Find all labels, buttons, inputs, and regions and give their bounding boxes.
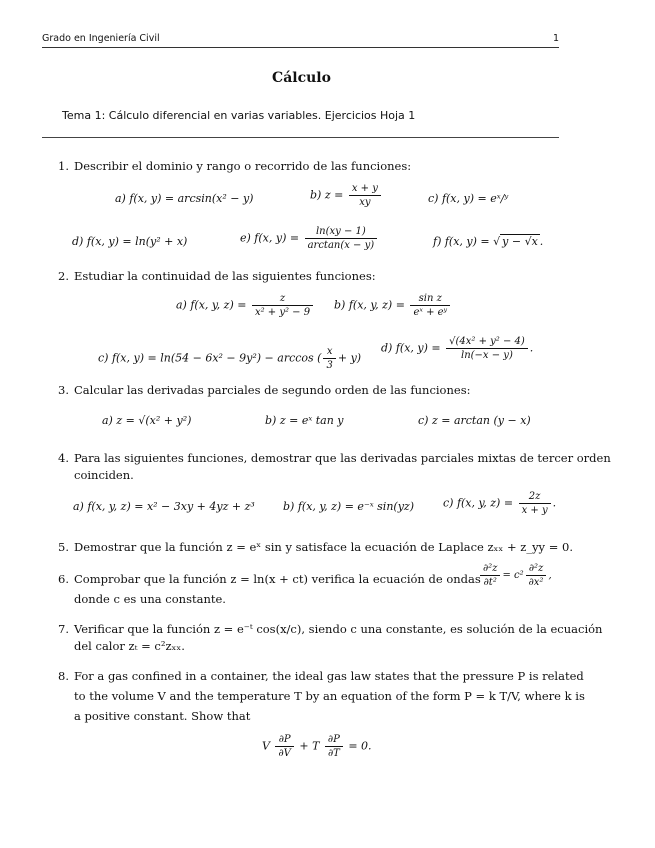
exercise-4-cont: coinciden.	[74, 468, 134, 482]
eq-8-end: = 0.	[348, 739, 372, 753]
eq-6-mid: = c²	[502, 570, 524, 581]
eq-1e-num: ln(xy − 1)	[305, 225, 378, 239]
eq-4b: b) f(x, y, z) = e⁻ˣ sin(yz)	[283, 500, 414, 513]
eq-2a	[176, 292, 315, 319]
divider	[42, 137, 559, 138]
page-title: Cálculo	[272, 70, 331, 86]
eq-4c-den: x + y	[521, 505, 548, 516]
eq-2b-num: sin z	[410, 292, 450, 306]
eq-4a: a) f(x, y, z) = x² − 3xy + 4yz + z³	[73, 500, 255, 513]
eq-2d-num: √(4x² + y² − 4)	[446, 335, 528, 349]
eq-8-d2: ∂T	[327, 748, 340, 759]
eq-2d-lhs: d) f(x, y) =	[381, 341, 441, 355]
eq-1e-den: arctan(x − y)	[307, 240, 375, 251]
eq-2b	[334, 292, 452, 319]
exercise-text: Describir el dominio y rango o recorrido de las funciones:	[74, 159, 412, 173]
eq-2b-lhs: b) f(x, y, z) =	[334, 298, 405, 312]
exercise-number: 5.	[58, 540, 69, 554]
eq-1b-num: x + y	[349, 182, 381, 196]
eq-3a: a) z = √(x² + y²)	[102, 414, 192, 427]
eq-2c-num: x	[323, 345, 335, 359]
header-course: Grado en Ingeniería Civil	[42, 33, 160, 44]
eq-1f-lhs: f) f(x, y) =	[433, 235, 490, 248]
eq-8-n1: ∂P	[275, 733, 293, 747]
exercise-text: For a gas confined in a container, the ideal gas law states that the pressure P is related	[74, 669, 584, 683]
eq-1b-lhs: b) z =	[310, 188, 344, 202]
eq-6-den1: ∂t²	[483, 577, 497, 588]
exercise-number: 7.	[58, 622, 69, 636]
exercise-number: 2.	[58, 269, 69, 283]
eq-2a-num: z	[252, 292, 313, 306]
subtitle: Tema 1: Cálculo diferencial en varias variables. Ejercicios Hoja 1	[62, 109, 416, 122]
eq-1e	[240, 225, 379, 252]
exercise-text: Verificar que la función z = e⁻ᵗ cos(x/c), siendo c una constante, es solución de la ecuación	[74, 622, 603, 636]
eq-8	[262, 733, 372, 760]
eq-2c-lhs: c) f(x, y) = ln(54 − 6x² − 9y²) − arccos	[98, 351, 314, 365]
exercise-7-cont: del calor zₜ = c²zₓₓ.	[74, 639, 185, 653]
exercise-number: 8.	[58, 669, 69, 683]
eq-1f-root: y − √x	[502, 235, 538, 248]
eq-2c-den: 3	[326, 360, 333, 371]
eq-4c-num: 2z	[519, 490, 551, 504]
eq-3b: b) z = eˣ tan y	[265, 414, 344, 427]
exercise-1	[58, 158, 411, 174]
exercise-text: Calcular las derivadas parciales de segundo orden de las funciones:	[74, 383, 471, 397]
exercise-text: Demostrar que la función z = eˣ sin y satisface la ecuación de Laplace zₓₓ + z_yy = 0.	[74, 540, 573, 554]
page-number: 1	[552, 33, 559, 44]
eq-1b-den: xy	[359, 197, 371, 208]
exercise-8-cont: to the volume V and the temperature T by an equation of the form P = k T/V, where k is	[74, 689, 585, 703]
eq-1e-lhs: e) f(x, y) =	[240, 231, 300, 245]
eq-6-num2: ∂²z	[526, 562, 547, 576]
eq-2d-den: ln(−x − y)	[461, 350, 513, 361]
eq-8-n2: ∂P	[325, 733, 343, 747]
eq-2a-lhs: a) f(x, y, z) =	[176, 298, 247, 312]
eq-2c-rest: + y	[337, 351, 357, 365]
eq-4c: c) f(x, y, z) = $\frac{2z}{x + y}$ .	[443, 491, 557, 516]
exercise-number: 3.	[58, 383, 69, 397]
exercise-text: Comprobar que la función z = ln(x + ct) verifica la ecuación de ondas	[74, 572, 481, 586]
eq-2b-den: eˣ + eʸ	[413, 307, 448, 318]
eq-3c: c) z = arctan (y − x)	[418, 414, 531, 427]
exercise-text: Estudiar la continuidad de las siguientes funciones:	[74, 269, 376, 283]
exercise-number: 1.	[58, 159, 69, 173]
exercise-number: 4.	[58, 451, 69, 465]
exercise-8-cont2: a positive constant. Show that	[74, 709, 251, 723]
exercise-5	[58, 539, 573, 555]
exercise-8	[58, 668, 584, 684]
eq-8-V: V	[262, 739, 270, 753]
exercise-7	[58, 621, 602, 637]
eq-6-num1: ∂²z	[480, 562, 500, 576]
eq-6: $\frac{\text{∂²z}}{\text{∂t²}}$ = c² $\frac{\text{∂²z}}{\text{∂x²}}$ ,	[478, 562, 552, 589]
eq-8-d1: ∂V	[278, 748, 291, 759]
eq-6-den2: ∂x²	[528, 577, 544, 588]
eq-2c: c) f(x, y) = ln(54 − 6x² − 9y²) − arccos ( $\frac{x}{3}$ + y)	[98, 346, 362, 371]
eq-1b	[310, 182, 383, 209]
page-header	[42, 33, 559, 47]
exercise-3	[58, 382, 470, 398]
exercise-4	[58, 450, 611, 466]
eq-1f: f) f(x, y) = √ y − √x .	[433, 235, 544, 248]
eq-1d: d) f(x, y) = ln(y² + x)	[72, 235, 188, 248]
eq-4c-lhs: c) f(x, y, z) =	[443, 496, 514, 510]
exercise-text: Para las siguientes funciones, demostrar que las derivadas parciales mixtas de tercer orden	[74, 451, 611, 465]
exercise-6-cont: donde c es una constante.	[74, 592, 226, 606]
eq-2d: d) f(x, y) = $\frac{\text{√(4x² + y² − 4)}}{\ln(-x - y)}$ .	[381, 336, 534, 361]
eq-1c: c) f(x, y) = eˣ/ʸ	[428, 192, 509, 205]
exercise-2	[58, 268, 376, 284]
header-rule	[42, 47, 559, 48]
eq-8-T: + T	[299, 739, 320, 753]
exercise-6	[58, 571, 481, 587]
eq-1a: a) f(x, y) = arcsin(x² − y)	[115, 192, 254, 205]
exercise-number: 6.	[58, 572, 69, 586]
eq-2a-den: x² + y² − 9	[254, 307, 311, 318]
